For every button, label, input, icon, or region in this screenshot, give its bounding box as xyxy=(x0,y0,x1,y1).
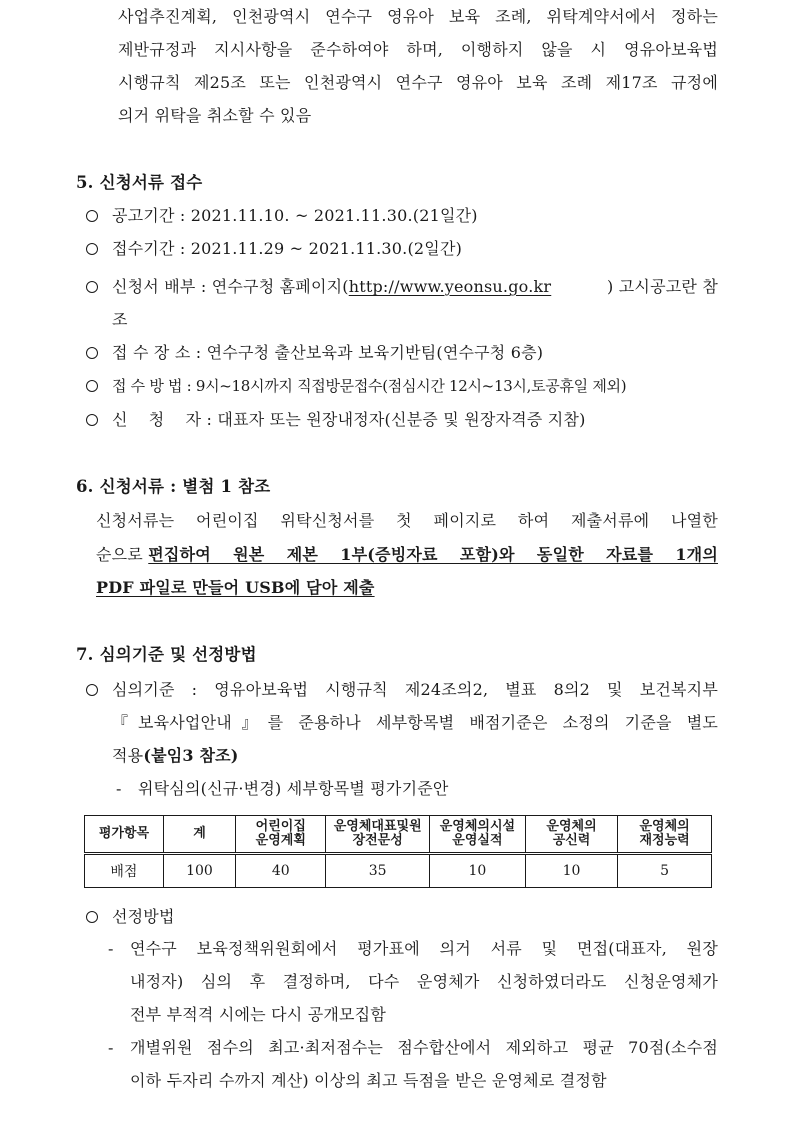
method-1-line-1: 연수구 보육정책위원회에서 평가표에 의거 서류 및 면접(대표자, 원장 xyxy=(130,939,718,958)
distribution-continuation: 조 xyxy=(112,310,128,329)
section6-heading: 6. 신청서류 : 별첨 1 참조 xyxy=(76,477,271,496)
section5-heading: 5. 신청서류 접수 xyxy=(76,173,203,192)
table-header-cell: 운영체의시설 운영실적 xyxy=(429,816,525,854)
criteria-line-2: 『보육사업안내』를 준용하나 세부항목별 배점기준은 소정의 기준을 별도 xyxy=(112,713,718,732)
distribution-suffix: ) 고시공고란 참 xyxy=(607,277,718,296)
distribution-prefix: 신청서 배부 : 연수구청 홈페이지( xyxy=(112,277,349,296)
criteria-line-3-prefix: 적용 xyxy=(112,746,144,765)
circle-bullet-icon xyxy=(86,243,98,255)
method-1-line-3: 전부 부적격 시에는 다시 공개모집함 xyxy=(130,1005,386,1024)
distribution-line xyxy=(112,276,718,298)
circle-bullet-icon xyxy=(86,347,98,359)
applicant: 신 청 자 : 대표자 또는 원장내정자(신분증 및 원장자격증 지참) xyxy=(112,410,586,429)
table-cell: 100 xyxy=(163,854,235,888)
table-cell: 10 xyxy=(429,854,525,888)
dash-bullet: - xyxy=(108,939,114,958)
criteria-ref: (붙임3 참조) xyxy=(143,746,239,765)
table-cell: 35 xyxy=(326,854,429,888)
dash-bullet: - xyxy=(108,1038,114,1057)
distribution-link-wrap xyxy=(349,276,718,298)
section6-line-1: 신청서류는 어린이집 위탁신청서를 첫 페이지로 하여 제출서류에 나열한 xyxy=(96,511,718,530)
table-header-cell: 운영체대표및원 장전문성 xyxy=(326,816,429,854)
eval-criteria-note: 위탁심의(신규·변경) 세부항목별 평가기준안 xyxy=(138,779,449,798)
table-cell: 40 xyxy=(236,854,326,888)
table-header-cell: 계 xyxy=(163,816,235,854)
intro-line-3: 시행규칙 제25조 또는 인천광역시 연수구 영유아 보육 조례 제17조 규정에 xyxy=(118,73,718,92)
reception-place: 접 수 장 소 : 연수구청 출산보육과 보육기반팀(연수구청 6층) xyxy=(112,343,544,362)
reception-method: 접 수 방 법 : 9시~18시까지 직접방문접수(점심시간 12시~13시,토공휴일 제외) xyxy=(112,377,627,395)
section7-heading: 7. 심의기준 및 선정방법 xyxy=(76,645,257,664)
criteria-line-3 xyxy=(112,745,239,767)
method-1-line-2: 내정자) 심의 후 결정하며, 다수 운영체가 신청하였더라도 신청운영체가 xyxy=(130,972,718,991)
dash-bullet: - xyxy=(116,779,122,798)
table-header-cell: 어린이집 운영계획 xyxy=(236,816,326,854)
announce-period: 공고기간 : 2021.11.10. ~ 2021.11.30.(21일간) xyxy=(112,206,478,225)
table-cell: 10 xyxy=(525,854,617,888)
circle-bullet-icon xyxy=(86,684,98,696)
table-cell: 5 xyxy=(618,854,712,888)
table-header-cell: 평가항목 xyxy=(85,816,164,854)
circle-bullet-icon xyxy=(86,414,98,426)
circle-bullet-icon xyxy=(86,380,98,392)
method-2-line-1: 개별위원 점수의 최고·최저점수는 점수합산에서 제외하고 평균 70점(소수점 xyxy=(130,1038,718,1057)
table-row xyxy=(85,854,712,888)
table-header-cell: 운영체의 재정능력 xyxy=(618,816,712,854)
criteria-line-1: 심의기준 : 영유아보육법 시행규칙 제24조의2, 별표 8의2 및 보건복지부 xyxy=(112,680,718,699)
table-header-cell: 운영체의 공신력 xyxy=(525,816,617,854)
yeonsu-homepage-link[interactable]: http://www.yeonsu.go.kr xyxy=(348,277,552,296)
intro-line-4: 의거 위탁을 취소할 수 있음 xyxy=(118,106,312,125)
table-header-row xyxy=(85,816,712,854)
intro-line-2: 제반규정과 지시사항을 준수하여야 하며, 이행하지 않을 시 영유아보육법 xyxy=(118,40,718,59)
circle-bullet-icon xyxy=(86,210,98,222)
intro-line-1: 사업추진계획, 인천광역시 연수구 영유아 보육 조례, 위탁계약서에서 정하는 xyxy=(118,7,718,26)
reception-period: 접수기간 : 2021.11.29 ~ 2021.11.30.(2일간) xyxy=(112,239,463,258)
circle-bullet-icon xyxy=(86,911,98,923)
evaluation-table xyxy=(84,815,712,888)
section6-line-2-prefix: 순으로 xyxy=(96,545,149,564)
section6-line-2 xyxy=(96,544,718,566)
circle-bullet-icon xyxy=(86,281,98,293)
method-title: 선정방법 xyxy=(112,907,175,926)
table-cell: 배점 xyxy=(85,854,164,888)
section6-line-2-bold: 편집하여 원본 제본 1부(증빙자료 포함)와 동일한 자료를 1개의 xyxy=(148,545,718,564)
method-2-line-2: 이하 두자리 수까지 계산) 이상의 최고 득점을 받은 운영체로 결정함 xyxy=(130,1071,607,1090)
section6-line-3: PDF 파일로 만들어 USB에 담아 제출 xyxy=(96,578,375,597)
